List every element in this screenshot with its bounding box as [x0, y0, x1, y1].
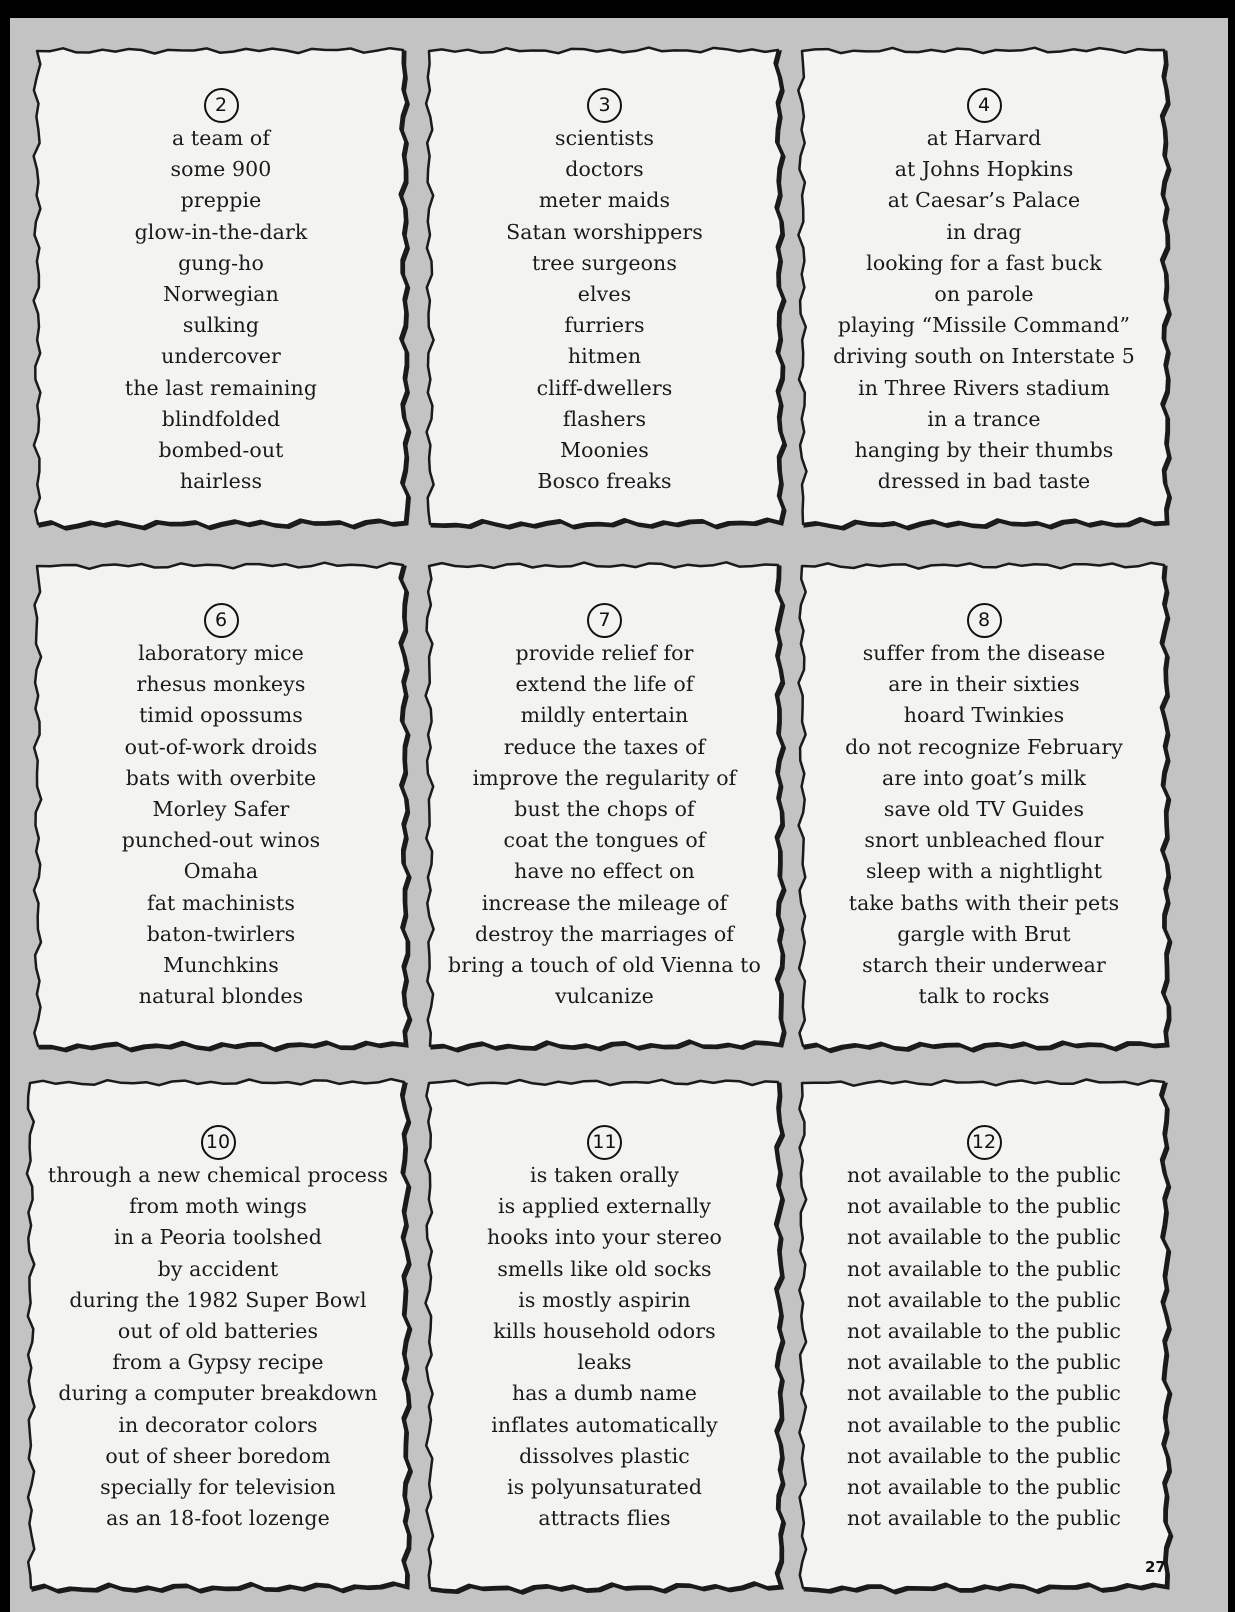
- card-item: natural blondes: [138, 984, 304, 1009]
- card-item: cliff-dwellers: [536, 375, 673, 400]
- card-item: improve the regularity of: [472, 765, 737, 790]
- page: [10, 18, 1228, 1612]
- card-item: during the 1982 Super Bowl: [69, 1287, 367, 1312]
- card-item: flashers: [562, 406, 647, 431]
- card-number-badge: 6: [204, 603, 239, 638]
- card-item: not available to the public: [847, 1381, 1121, 1406]
- card-item: bombed-out: [158, 438, 284, 463]
- card-item: is applied externally: [497, 1194, 712, 1219]
- card-item: bats with overbite: [125, 765, 317, 790]
- card-item: out-of-work droids: [124, 734, 318, 759]
- card-item: at Johns Hopkins: [894, 157, 1074, 182]
- card-item: blindfolded: [161, 406, 281, 431]
- card-item: not available to the public: [847, 1506, 1121, 1531]
- card-item: a team of: [171, 126, 271, 150]
- card-item: doctors: [565, 157, 644, 182]
- card-item: have no effect on: [514, 859, 695, 884]
- card-item: furriers: [564, 313, 645, 338]
- card-item: mildly entertain: [520, 703, 689, 728]
- card-item: save old TV Guides: [883, 797, 1085, 822]
- card-item: looking for a fast buck: [866, 250, 1102, 275]
- card-item: Norwegian: [163, 282, 279, 307]
- card-content: [800, 1125, 1168, 1534]
- card-item: coat the tongues of: [503, 828, 706, 853]
- card-item: is polyunsaturated: [506, 1475, 703, 1500]
- card-item: at Harvard: [926, 126, 1042, 150]
- card-item: do not recognize February: [845, 734, 1123, 759]
- card-item: hitmen: [567, 344, 642, 369]
- card-number-badge: 11: [587, 1125, 622, 1160]
- card-item: playing “Missile Command”: [837, 313, 1131, 338]
- card-item: hairless: [179, 469, 263, 494]
- card-6: [35, 563, 407, 1048]
- card-4: [800, 48, 1168, 526]
- card-item: hanging by their thumbs: [854, 438, 1114, 463]
- card-item: is mostly aspirin: [518, 1287, 691, 1312]
- card-item: Moonies: [560, 438, 649, 463]
- card-item: in a trance: [927, 406, 1041, 431]
- card-item: inflates automatically: [491, 1412, 718, 1437]
- card-item: Morley Safer: [152, 797, 290, 822]
- card-item: not available to the public: [847, 1443, 1121, 1468]
- card-item: smells like old socks: [497, 1256, 712, 1281]
- card-item: gargle with Brut: [897, 921, 1071, 946]
- card-item: provide relief for: [515, 641, 694, 665]
- card-content: [427, 603, 782, 1012]
- card-item: are in their sixties: [888, 672, 1080, 697]
- card-item: in Three Rivers stadium: [858, 375, 1110, 400]
- card-item: by accident: [157, 1256, 279, 1281]
- card-number-badge: 8: [967, 603, 1002, 638]
- card-11: [427, 1080, 782, 1590]
- card-item: fat machinists: [147, 890, 295, 915]
- card-item: gung-ho: [178, 250, 264, 275]
- card-item: increase the mileage of: [481, 890, 728, 915]
- card-item: hoard Twinkies: [903, 703, 1065, 728]
- card-item: bust the chops of: [514, 797, 695, 822]
- card-content: [427, 88, 782, 497]
- card-item: vulcanize: [555, 984, 654, 1009]
- card-item: dressed in bad taste: [877, 469, 1091, 494]
- card-item: sleep with a nightlight: [865, 859, 1103, 884]
- card-item: Munchkins: [163, 953, 279, 978]
- card-item: during a computer breakdown: [58, 1381, 378, 1406]
- card-item: laboratory mice: [138, 641, 304, 665]
- card-item: timid opossums: [139, 703, 303, 728]
- card-number-badge: 3: [587, 88, 622, 123]
- card-item: glow-in-the-dark: [134, 219, 308, 244]
- card-item: take baths with their pets: [848, 890, 1120, 915]
- card-number-badge: 12: [967, 1125, 1002, 1160]
- card-item: not available to the public: [847, 1225, 1121, 1250]
- card-item: destroy the marriages of: [474, 921, 734, 946]
- card-7: [427, 563, 782, 1048]
- card-item: not available to the public: [847, 1412, 1121, 1437]
- card-item: meter maids: [538, 188, 671, 213]
- page-number: 27: [1145, 1558, 1166, 1576]
- card-item: from a Gypsy recipe: [112, 1350, 324, 1375]
- card-item: out of sheer boredom: [105, 1443, 331, 1468]
- card-item: preppie: [180, 188, 262, 213]
- card-item: hooks into your stereo: [486, 1225, 722, 1250]
- card-number-badge: 2: [204, 88, 239, 123]
- card-item: talk to rocks: [918, 984, 1050, 1009]
- card-content: [800, 603, 1168, 1012]
- card-item: in a Peoria toolshed: [114, 1225, 322, 1250]
- card-item: scientists: [555, 126, 654, 150]
- card-8: [800, 563, 1168, 1048]
- card-content: [35, 88, 407, 497]
- card-item: some 900: [170, 157, 272, 182]
- card-item: not available to the public: [847, 1350, 1121, 1375]
- card-3: [427, 48, 782, 526]
- card-item: in decorator colors: [118, 1412, 318, 1437]
- card-item: starch their underwear: [862, 953, 1106, 978]
- card-item: reduce the taxes of: [503, 734, 706, 759]
- card-item: leaks: [577, 1350, 632, 1375]
- card-item: not available to the public: [847, 1194, 1121, 1219]
- card-content: [35, 603, 407, 1012]
- card-item: elves: [577, 282, 632, 307]
- card-item: as an 18-foot lozenge: [106, 1506, 330, 1531]
- card-12: [800, 1080, 1168, 1590]
- card-item: is taken orally: [530, 1163, 679, 1187]
- card-item: Satan worshippers: [506, 219, 703, 244]
- card-item: punched-out winos: [121, 828, 321, 853]
- card-item: not available to the public: [847, 1287, 1121, 1312]
- card-item: baton-twirlers: [146, 921, 296, 946]
- card-item: rhesus monkeys: [136, 672, 306, 697]
- card-number-badge: 7: [587, 603, 622, 638]
- card-item: has a dumb name: [511, 1381, 698, 1406]
- card-content: [28, 1125, 408, 1534]
- card-2: [35, 48, 407, 526]
- card-item: suffer from the disease: [862, 641, 1106, 665]
- card-item: out of old batteries: [117, 1319, 319, 1344]
- card-number-badge: 4: [967, 88, 1002, 123]
- card-item: not available to the public: [847, 1475, 1121, 1500]
- card-item: bring a touch of old Vienna to: [448, 953, 761, 978]
- card-item: from moth wings: [129, 1194, 307, 1219]
- card-item: are into goat’s milk: [882, 765, 1086, 790]
- card-content: [800, 88, 1168, 497]
- card-content: [427, 1125, 782, 1534]
- card-item: specially for television: [100, 1475, 336, 1500]
- card-item: dissolves plastic: [519, 1443, 690, 1468]
- card-item: snort unbleached flour: [864, 828, 1104, 853]
- card-item: in drag: [946, 219, 1022, 244]
- card-number-badge: 10: [201, 1125, 236, 1160]
- card-item: the last remaining: [124, 375, 318, 400]
- card-item: not available to the public: [847, 1163, 1121, 1187]
- card-item: extend the life of: [515, 672, 694, 697]
- card-item: through a new chemical process: [47, 1163, 389, 1187]
- card-item: not available to the public: [847, 1256, 1121, 1281]
- card-item: at Caesar’s Palace: [887, 188, 1081, 213]
- card-item: Omaha: [183, 859, 259, 884]
- card-item: kills household odors: [493, 1319, 716, 1344]
- card-item: on parole: [934, 282, 1034, 307]
- card-item: sulking: [182, 313, 260, 338]
- card-item: undercover: [161, 344, 281, 369]
- card-item: not available to the public: [847, 1319, 1121, 1344]
- card-item: Bosco freaks: [537, 469, 672, 494]
- card-item: attracts flies: [538, 1506, 671, 1531]
- card-10: [28, 1080, 408, 1590]
- card-item: tree surgeons: [532, 250, 677, 275]
- card-item: driving south on Interstate 5: [833, 344, 1135, 369]
